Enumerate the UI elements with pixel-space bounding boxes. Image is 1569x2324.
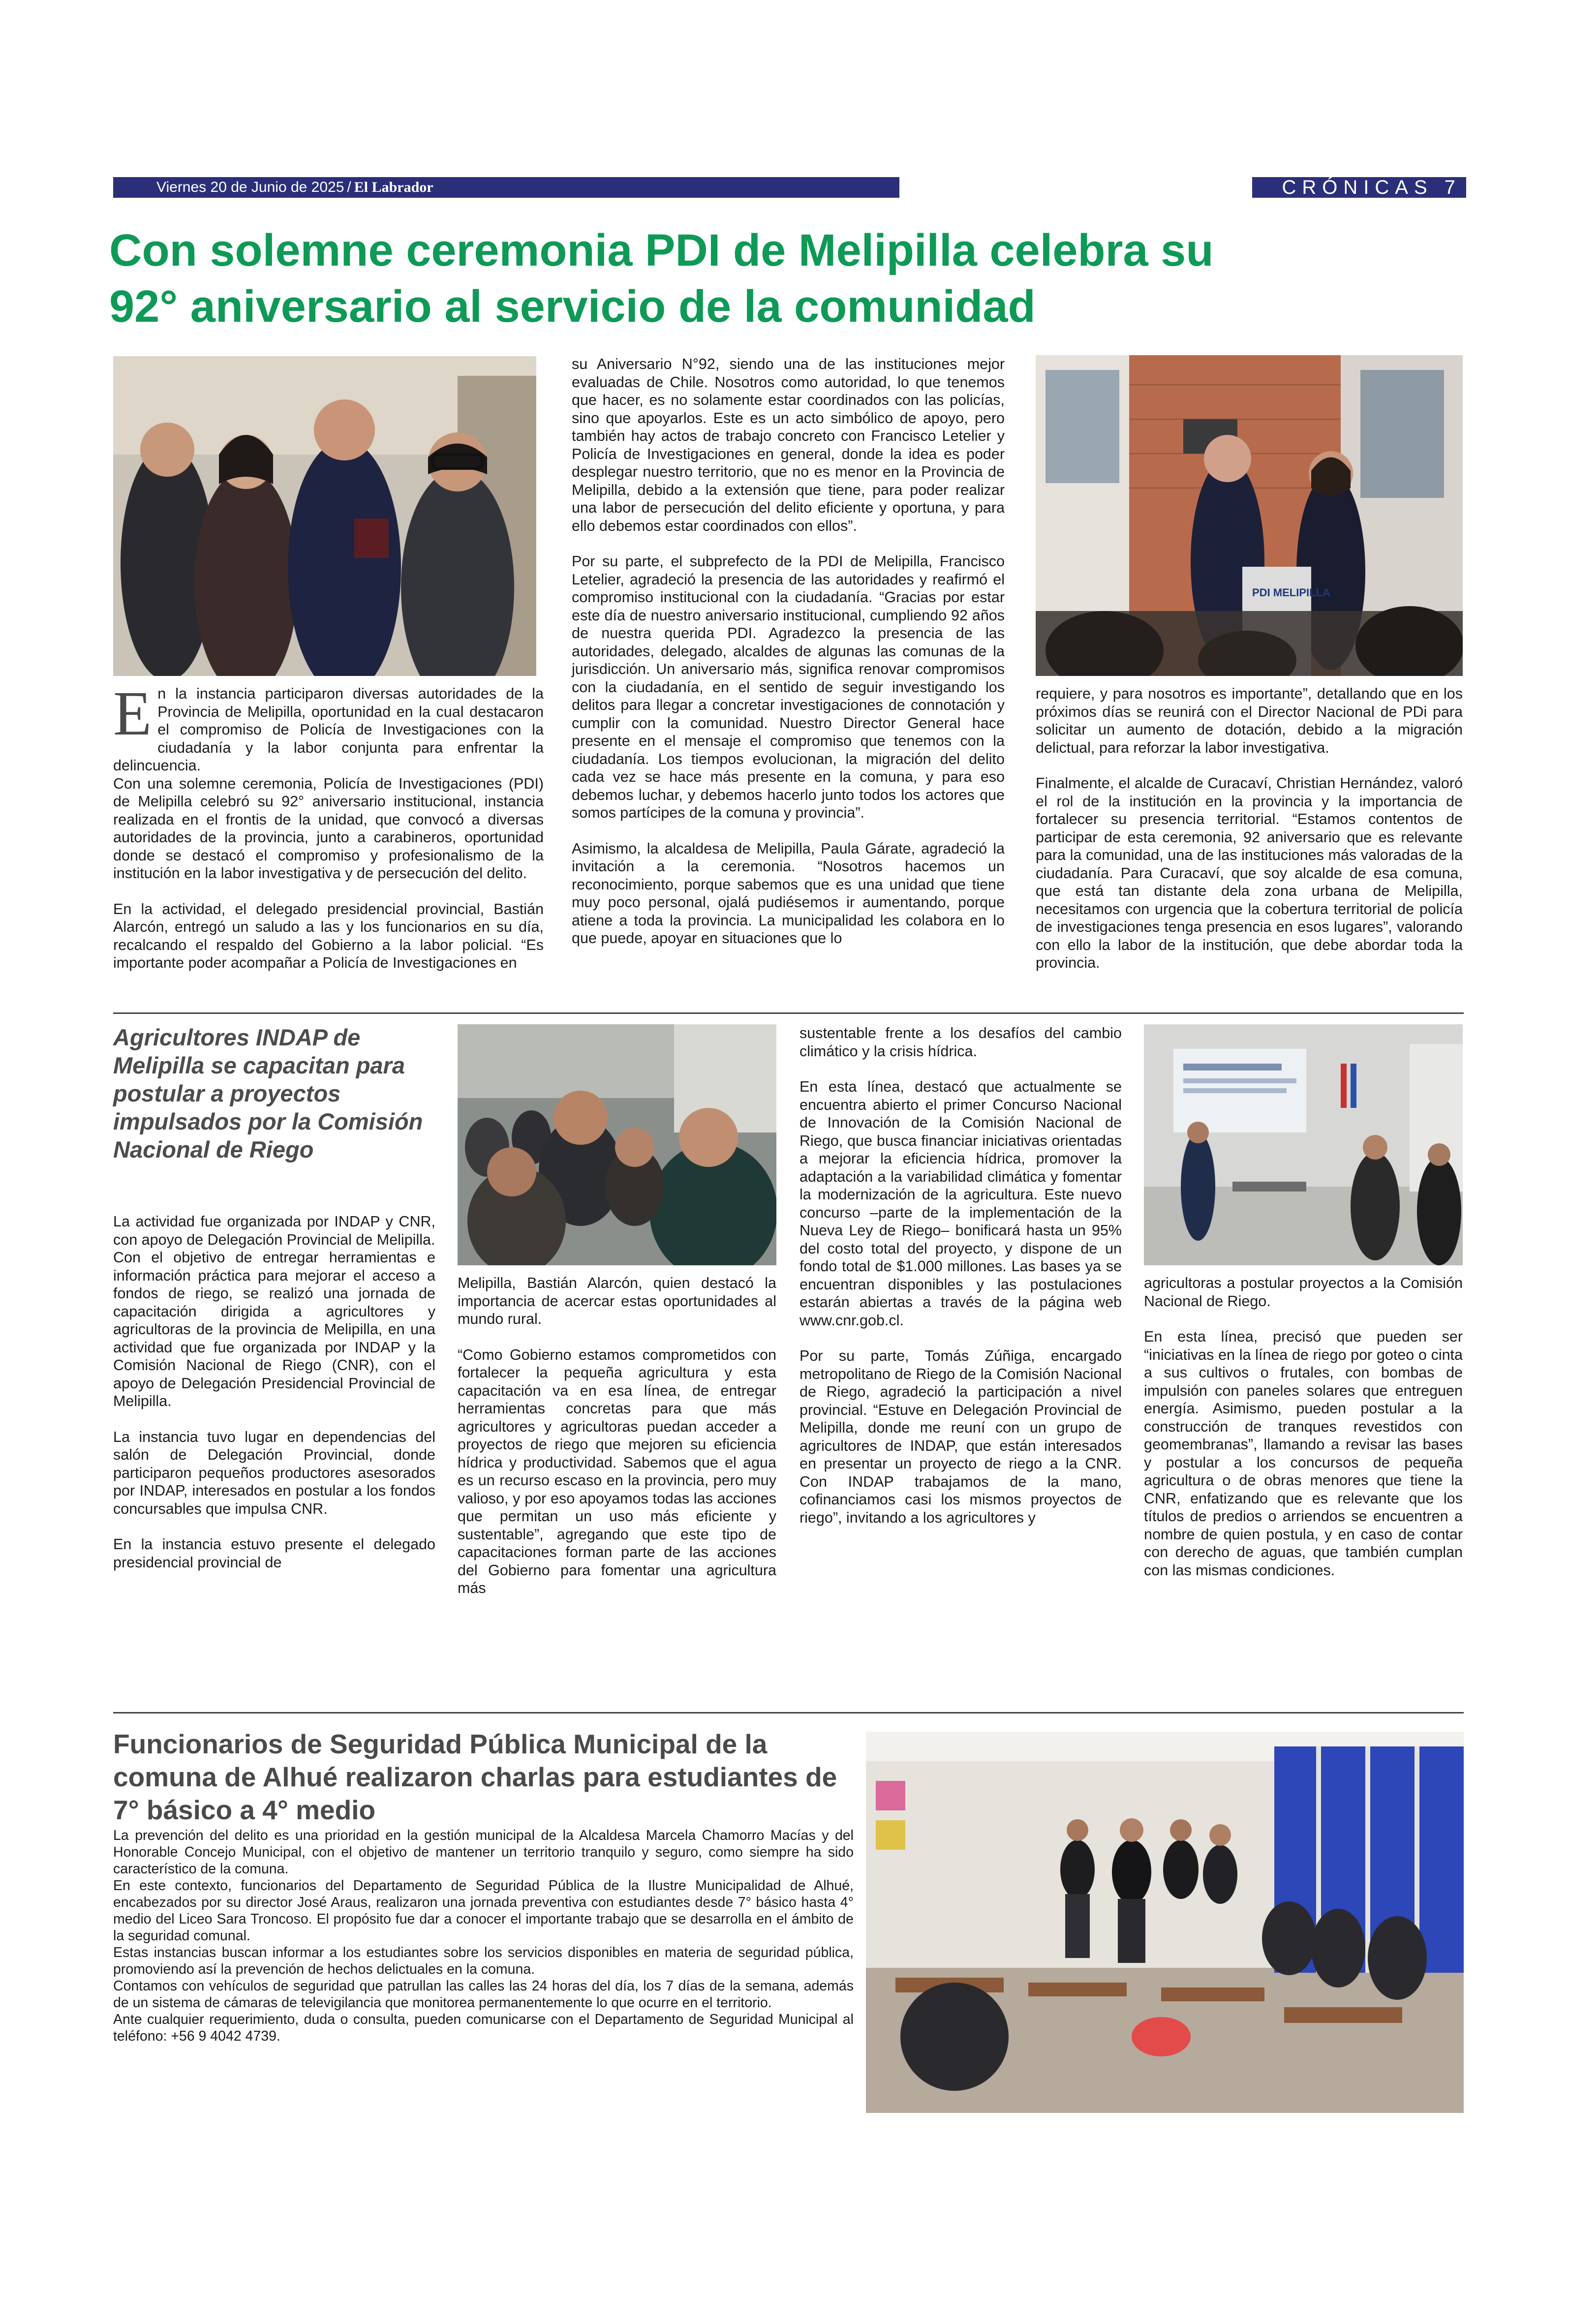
article2-paragraph: En la instancia estuvo presente el delegado presidencial provincial de: [113, 1536, 435, 1571]
section-name: CRÓNICAS: [1282, 177, 1433, 198]
section-divider: [113, 1012, 1464, 1014]
article1-paragraph: su Aniversario N°92, siendo una de las instituciones mejor evaluadas de Chile. Nosotros como autoridad, lo que tenemos que hacer, es no solamente estar coordinados con las policías, sino que apoyarlos. Este es un acto simbólico de apoyo, pero también hay actos de trabajo concreto con Francisco Letelier y Policía de Investigaciones en general, donde la idea es poder desplegar nuestro territorio, que no es menor en la Provincia de Melipilla, debido a la extensión que tiene, para poder realizar una labor de persecución del delito eficiente y oportuna, y para ello debemos estar coordinados con ellos”.: [572, 356, 1005, 534]
audience-photo-graphic: [458, 1024, 776, 1265]
article2-paragraph: En esta línea, precisó que pueden ser “iniciativas en la línea de riego por goteo o cinta a sus cultivos o frutales, con bombas de impulsión con paneles solares que entreguen energía. Asimismo, pueden postular a la construcción de tranques revestidos con geomembranas”, llamando a revisar las bases y postular a los concursos de pequeña agricultura o de obras menores que tiene la CNR, enfatizando que es relevante que los títulos de predios o arriendos se encuentren a nombre de quien postula, y en caso de contar con derecho de aguas, que también cumplan con las mismas condiciones.: [1144, 1328, 1463, 1579]
podium-sign-text: PDI MELIPILLA: [1252, 586, 1330, 599]
article1-headline: Con solemne ceremonia PDI de Melipilla celebra su 92° aniversario al servicio de la comunidad: [109, 225, 1214, 332]
article1-column-3: [1036, 685, 1463, 990]
article2-paragraph: Con el objetivo de entregar herramientas e información práctica para mejorar el acceso a fondos de riego, se realizó una jornada de capacitación dirigida a agricultores y agricultoras de la provincia de Melipilla, en una actividad que fue organizada por INDAP y la Comisión Nacional de Riego (CNR), con el apoyo de Delegación Presidencial Provincial de Melipilla.: [113, 1249, 435, 1409]
article2-column-1: [113, 1213, 435, 1589]
article1-paragraph: Por su parte, el subprefecto de la PDI de Melipilla, Francisco Letelier, agradeció la presencia de las autoridades y reafirmó el compromiso institucional con la ciudadanía. “Gracias por estar este día de nuestro aniversario institucional, cumpliendo 92 años de nuestra querida PDI. Agradezco la presencia de las autoridades, delegado, alcaldes de algunas las comunas de la jurisdicción. Un aniversario más, significa renovar compromisos con la ciudadanía, en el sentido de seguir investigando los delitos para llegar a concretar investigaciones de connotación y cumplir con la comunidad. Nuestro Director General hace presente en el mensaje el compromiso que tenemos con la ciudadanía. Los tiempos evolucionan, la migración del delito cada vez se hace más presente en la comuna, y para eso debemos luchar, y debemos hacerlo junto todos los actores que somos partícipes de la comuna y provincia”.: [572, 553, 1005, 821]
podium-photo-graphic: [1036, 355, 1463, 676]
article2-column-4: [1144, 1274, 1463, 1597]
presentation-photo-graphic: [1144, 1024, 1463, 1265]
article2-headline: Agricultores INDAP de Melipilla se capacitan para postular a proyectos impulsados por la Comisión Nacional de Riego: [113, 1024, 423, 1162]
publication-name: El Labrador: [354, 179, 433, 195]
lead-text: n la instancia participaron diversas autoridades de la Provincia de Melipilla, oportunidad en la cual destacaron el compromiso de Policía de Investigaciones con la ciudadanía y la labor conjunta para enfrentar la delincuencia.: [113, 685, 544, 774]
article1-paragraph: En la actividad, el delegado presidencial provincial, Bastián Alarcón, entregó un saludo a las y los funcionarios en su día, recalcando el respaldo del Gobierno a la labor policial. “Es importante poder acompañar a Policía de Investigaciones en: [113, 900, 544, 971]
article3-paragraph: Estas instancias buscan informar a los estudiantes sobre los servicios disponibles en materia de seguridad pública, promoviendo así la prevención de hechos delictuales en la comuna.: [113, 1945, 854, 1977]
article2-paragraph: “Como Gobierno estamos comprometidos con fortalecer la pequeña agricultura y esta capacitación va en esa línea, de entregar herramientas concretas para que más agricultores y agricultoras puedan acceder a proyectos de riego que mejoren su eficiencia hídrica y productividad. Sabemos que el agua es un recurso escaso en la provincia, pero muy valioso, y por eso apoyamos todas las acciones que permitan un uso más eficiente y sustentable”, agregando que este tipo de capacitaciones forman parte de las acciones del Gobierno para fomentar una agricultura más: [458, 1346, 776, 1596]
article2-paragraph: Por su parte, Tomás Zúñiga, encargado metropolitano de Riego de la Comisión Nacional de Riego, agradeció la participación a nivel provincial. “Estuve en Delegación Provincial de Melipilla, donde me reuní con un grupo de agricultores de INDAP, que están interesados en presentar un proyecto de riego a la CNR. Con INDAP trabajamos de la mano, cofinanciamos casi los mismos proyectos de riego”, invitando a los agricultores y: [800, 1347, 1122, 1526]
drop-cap: E: [113, 678, 152, 748]
issue-date: Viernes 20 de Junio de 2025: [156, 179, 344, 195]
article3-paragraph: La prevención del delito es una prioridad en la gestión municipal de la Alcaldesa Marcela Chamorro Macías y del Honorable Concejo Municipal, con el objetivo de mantener un territorio tranquilo y seguro, como siempre ha sido característico de la comuna.: [113, 1828, 854, 1877]
article1-column-1: [113, 678, 544, 990]
page-number: 7: [1444, 177, 1461, 198]
dateline-separator: /: [347, 179, 351, 195]
article1-paragraph: requiere, y para nosotros es importante”, detallando que en los próximos días se reunirá con el Director Nacional de PDi para solicitar un aumento de dotación, debido a la migración delictual, para reforzar la labor investigativa.: [1036, 685, 1463, 756]
article1-column-2: [572, 355, 1005, 965]
article2-paragraph: La instancia tuvo lugar en dependencias del salón de Delegación Provincial, donde participaron pequeños productores asesorados por INDAP, interesados en postular a los fondos concursables que impulsa CNR.: [113, 1428, 435, 1517]
article1-photo-authorities: [113, 356, 536, 676]
article2-paragraph: La actividad fue organizada por INDAP y CNR, con apoyo de Delegación Provincial de Melipilla.: [113, 1213, 435, 1248]
article2-paragraph: Melipilla, Bastián Alarcón, quien destacó la importancia de acercar estas oportunidades al mundo rural.: [458, 1275, 776, 1327]
header-dateline: [156, 178, 433, 197]
article2-photo-presentation: [1144, 1024, 1463, 1265]
article2-column-3: [800, 1024, 1122, 1544]
section-label: [1260, 176, 1461, 199]
section-divider: [113, 1712, 1464, 1713]
article2-paragraph: En esta línea, destacó que actualmente se encuentra abierto el primer Concurso Nacional de Innovación de la Comisión Nacional de Riego, que busca financiar iniciativas orientadas a mejorar la eficiencia hídrica, promover la adaptación a la variabilidad climática y fomentar la modernización de la agricultura. Este nuevo concurso –parte de la implementación de la Nueva Ley de Riego– bonificará hasta un 95% del costo total del proyecto, y dispone de un fondo total de $1.000 millones. Las bases ya se encuentran disponibles y las postulaciones estarán abiertas a través de la página web www.cnr.gob.cl.: [800, 1078, 1122, 1329]
article2-photo-audience: [458, 1024, 776, 1265]
article2-column-2: [458, 1274, 776, 1615]
article3-paragraph: En este contexto, funcionarios del Departamento de Seguridad Pública de la Ilustre Municipalidad de Alhué, encabezados por su director José Araus, realizaron una jornada preventiva con estudiantes desde 7° básico hasta 4° medio del Liceo Sara Troncoso. El propósito fue dar a conocer el importante trabajo que se desarrolla en el ámbito de la seguridad comunal.: [113, 1878, 854, 1944]
article1-paragraph: Con una solemne ceremonia, Policía de Investigaciones (PDI) de Melipilla celebró su 92° aniversario institucional, instancia realizada en el frontis de la unidad, que convocó a diversas autoridades de la provincia, junto a carabineros, oportunidad donde se destacó el compromiso y profesionalismo de la institución en la labor investigativa y de persecución del delito.: [113, 775, 544, 882]
article1-photo-podium: [1036, 355, 1463, 676]
article1-paragraph: Asimismo, la alcaldesa de Melipilla, Paula Gárate, agradeció la invitación a la ceremonia. “Nosotros hacemos un reconocimiento, porque sabemos que es una unidad que tiene muy poco personal, ojalá pudiésemos ir aumentando, porque atiene a toda la provincia. La municipalidad les colabora en lo que puede, apoyar en situaciones que lo: [572, 840, 1005, 947]
article2-paragraph: sustentable frente a los desafíos del cambio climático y la crisis hídrica.: [800, 1025, 1122, 1060]
article3-body: [113, 1827, 854, 2045]
article3-headline: Funcionarios de Seguridad Pública Municipal de la comuna de Alhué realizaron charlas para estudiantes de 7° básico a 4° medio: [113, 1729, 837, 1825]
article3-paragraph: Ante cualquier requerimiento, duda o consulta, pueden comunicarse con el Departamento de Seguridad Municipal al teléfono: +56 9 4042 4739.: [113, 2012, 854, 2044]
article1-paragraph: Finalmente, el alcalde de Curacaví, Christian Hernández, valoró el rol de la institución en la provincia y la importancia de fortalecer su presencia territorial. “Estamos contentos de participar de esta ceremonia, 92 aniversario que es relevante para la comunidad, una de las instituciones más valoradas de la ciudadanía. Para Curacaví, que soy alcalde de esa comuna, que está tan distante dela zona urbana de Melipilla, necesitamos con urgencia que la cobertura territorial de policía de investigaciones tenga presencia en esos lugares”, valorando con ello la labor de la institución, que debe abordar toda la provincia.: [1036, 775, 1463, 971]
article1-lead-paragraph: [113, 678, 544, 775]
authorities-photo-graphic: [113, 356, 536, 676]
article3-paragraph: Contamos con vehículos de seguridad que patrullan las calles las 24 horas del día, los 7 días de la semana, además de un sistema de cámaras de televigilancia que monitorea permanentemente lo que ocurre en el territorio.: [113, 1978, 854, 2011]
article3-photo-classroom: [866, 1732, 1464, 2113]
article2-paragraph: agricultoras a postular proyectos a la Comisión Nacional de Riego.: [1144, 1275, 1463, 1310]
classroom-photo-graphic: [866, 1732, 1464, 2113]
